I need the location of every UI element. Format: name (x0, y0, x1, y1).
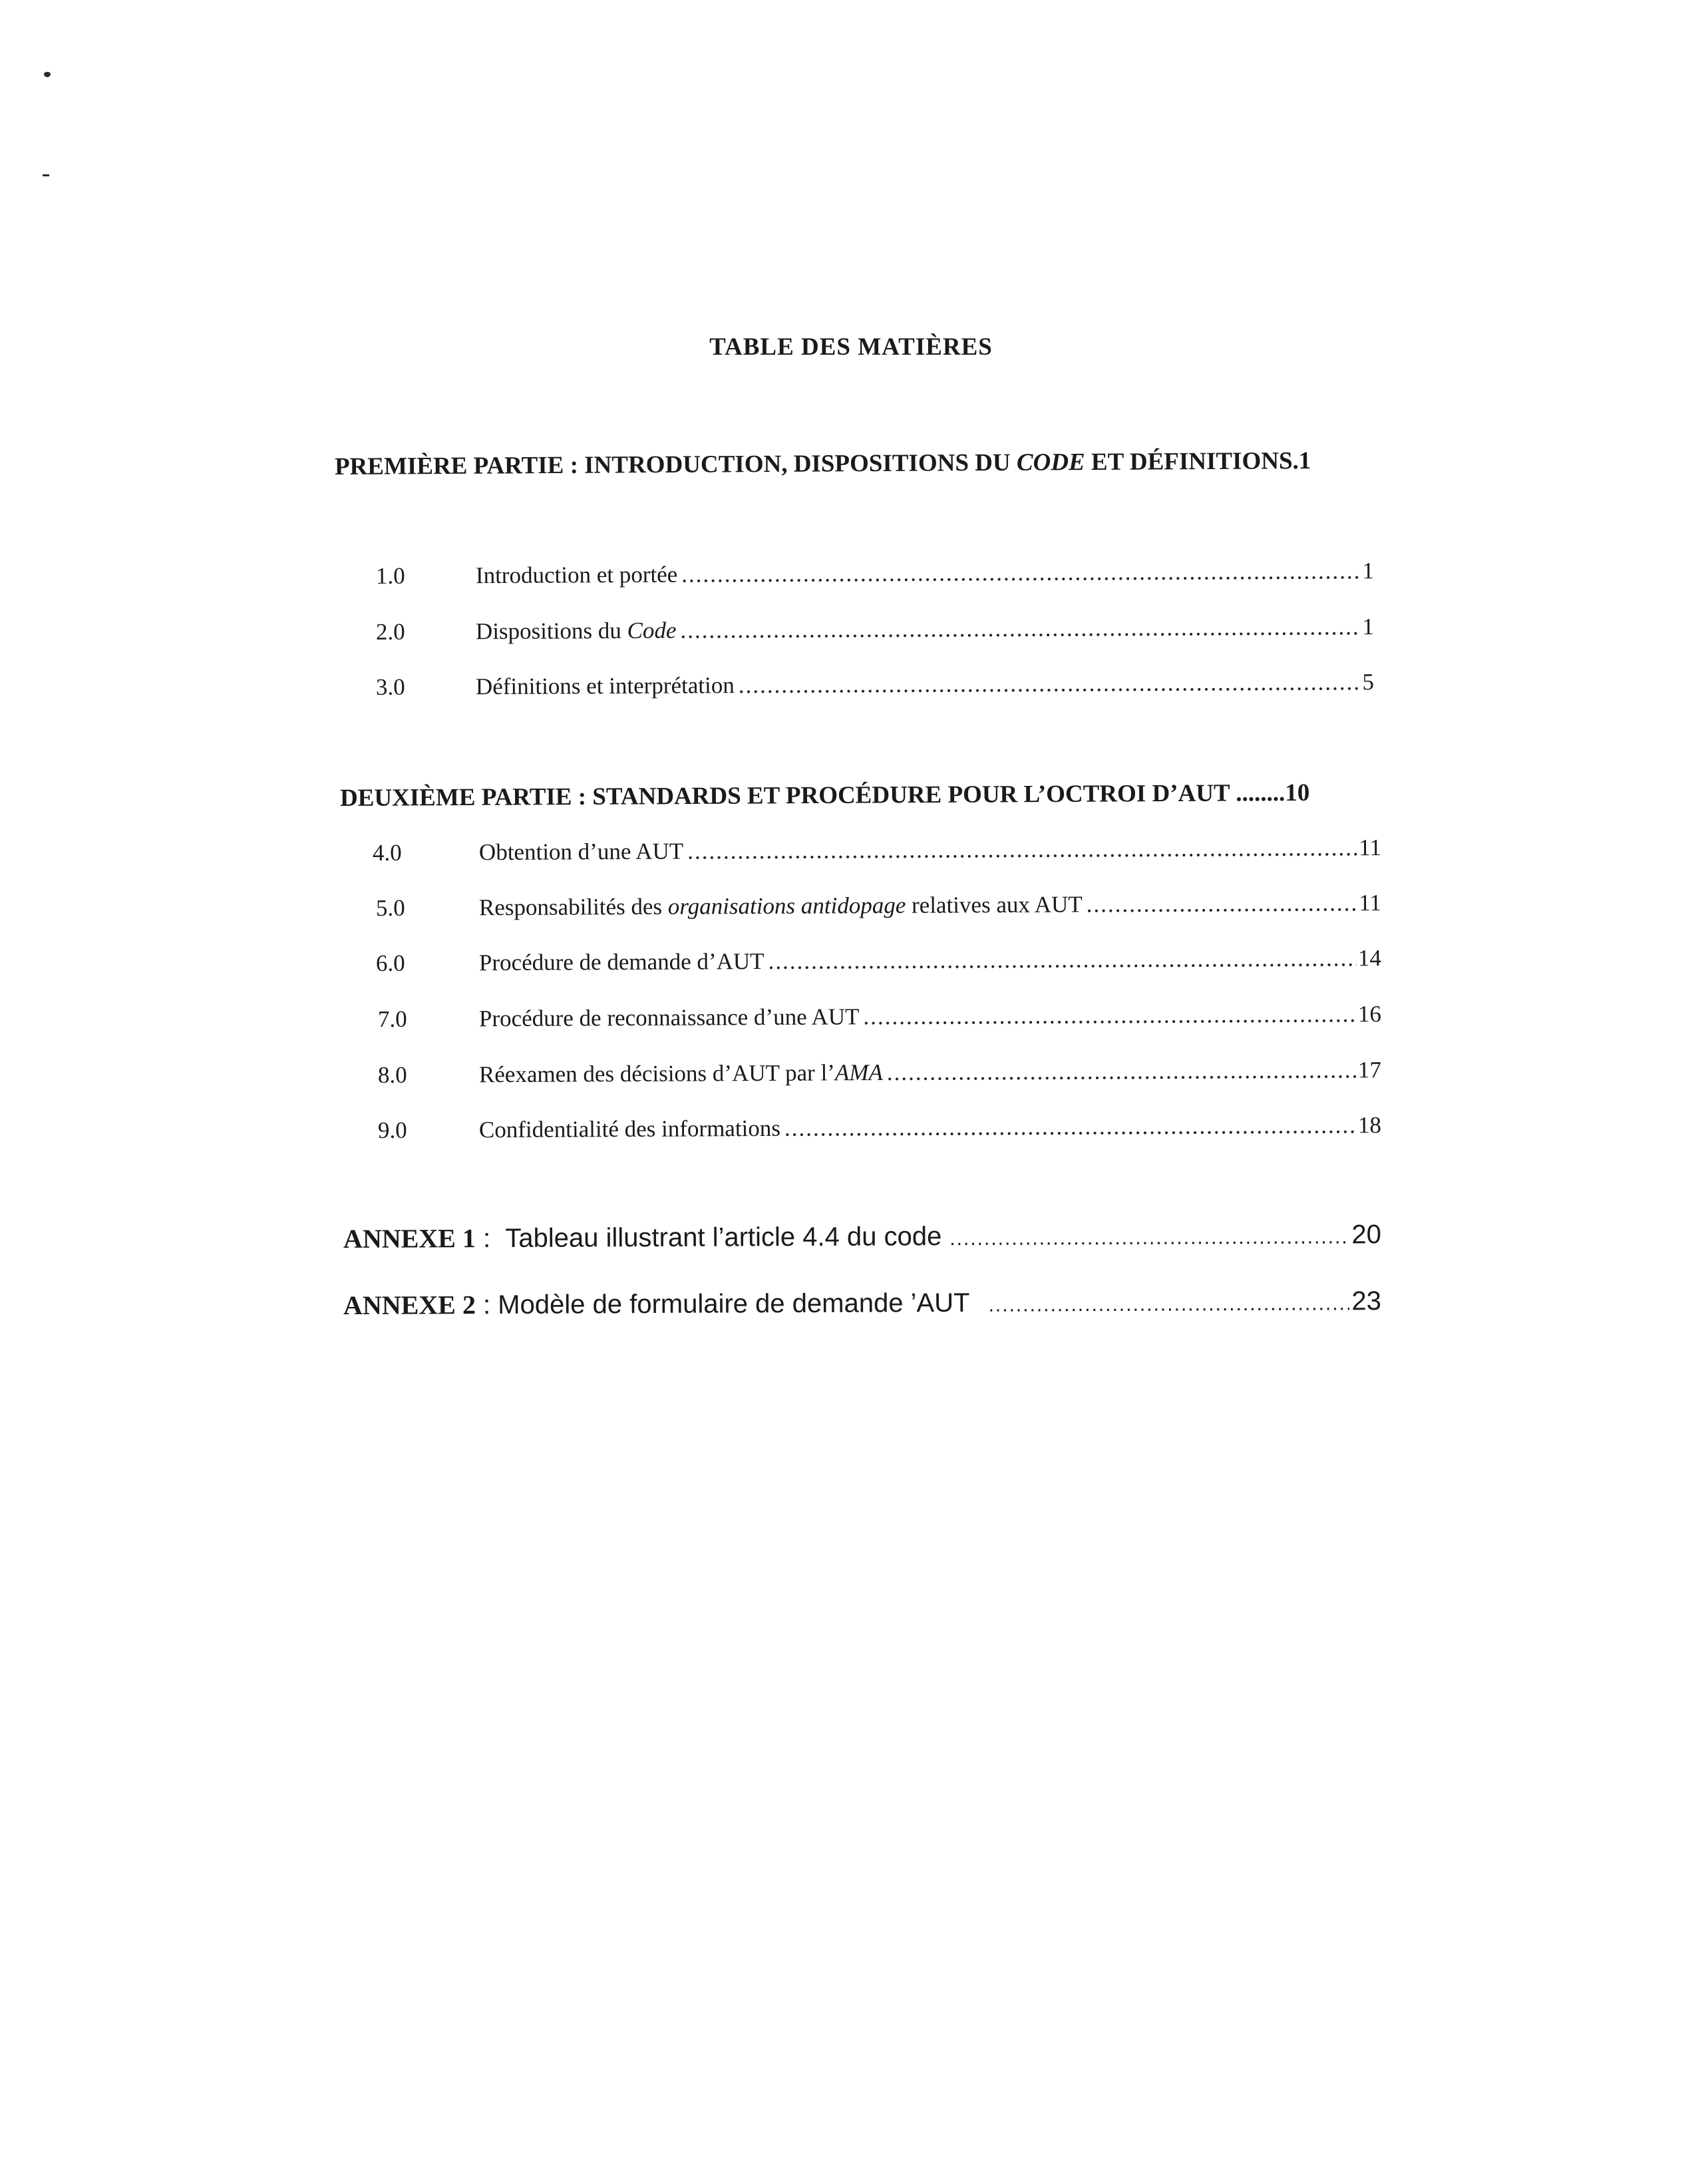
toc-entry-9-0[interactable] (378, 1112, 1381, 1144)
toc-entry-5-0[interactable] (376, 890, 1381, 922)
toc-entry-7-0[interactable] (378, 1001, 1381, 1033)
part-heading-1-text: PREMIÈRE PARTIE : INTRODUCTION, DISPOSITIONS DU (334, 449, 1017, 480)
page-title: TABLE DES MATIÈRES (709, 333, 993, 361)
annex-page: 23 (1351, 1286, 1382, 1316)
dot-leader (863, 1001, 1357, 1030)
entry-number: 5.0 (375, 894, 405, 921)
entry-page: 16 (1357, 1001, 1382, 1027)
dot-leader (887, 1057, 1357, 1086)
entry-label-italic: AMA (834, 1059, 883, 1086)
entry-number: 3.0 (375, 673, 405, 700)
entry-page: 5 (1362, 669, 1375, 695)
entry-label-italic: organisations antidopage (667, 892, 906, 920)
entry-label-text: Réexamen des décisions d’AUT par l’ (478, 1059, 835, 1088)
dot-leader (768, 945, 1357, 975)
part-heading-1-tail: ET DÉFINITIONS.1 (1085, 447, 1311, 476)
dot-leader (988, 1292, 1349, 1316)
entry-number: 6.0 (375, 950, 405, 976)
annex-separator: : (475, 1223, 506, 1254)
annex-entry-1[interactable] (343, 1218, 1381, 1254)
entry-label: Procédure de reconnaissance d’une AUT (478, 1003, 860, 1032)
entry-label-italic: Code (627, 617, 677, 644)
entry-number: 1.0 (375, 562, 405, 589)
toc-entry-4-0[interactable] (373, 834, 1381, 866)
dot-leader (1087, 890, 1358, 918)
annex-key: ANNEXE 1 (343, 1223, 476, 1254)
entry-number: 2.0 (375, 618, 405, 645)
toc-entry-8-0[interactable] (378, 1057, 1381, 1089)
toc-entry-6-0[interactable] (376, 945, 1381, 977)
annex-page: 20 (1351, 1220, 1382, 1250)
entry-label: Confidentialité des informations (478, 1115, 781, 1143)
annex-key: ANNEXE 2 (343, 1290, 476, 1320)
annex-entry-2[interactable] (343, 1285, 1381, 1321)
entry-label: Définitions et interprétation (475, 672, 735, 700)
entry-page: 1 (1362, 614, 1375, 640)
entry-label-text: Dispositions du (475, 618, 627, 645)
entry-page: 14 (1357, 945, 1382, 972)
entry-label-text: Responsabilités des (478, 893, 668, 921)
entry-page: 17 (1357, 1057, 1382, 1083)
entry-number: 9.0 (377, 1117, 407, 1143)
entry-label-tail: relatives aux AUT (906, 891, 1083, 918)
entry-page: 1 (1362, 558, 1375, 584)
annex-label: Modèle de formulaire de demande ’AUT (498, 1288, 970, 1320)
entry-page: 11 (1359, 834, 1382, 861)
entry-label: Procédure de demande d’AUT (478, 948, 765, 976)
entry-page: 18 (1357, 1112, 1382, 1139)
entry-number: 7.0 (377, 1005, 407, 1032)
dot-leader (784, 1112, 1357, 1142)
entry-label: Introduction et portée (475, 561, 678, 589)
entry-label (479, 1059, 883, 1088)
annex-label: Tableau illustrant l’article 4.4 du code (505, 1222, 942, 1253)
entry-number: 4.0 (372, 839, 402, 866)
annex-separator: : (475, 1290, 498, 1320)
entry-number: 8.0 (377, 1061, 407, 1088)
entry-label: Obtention d’une AUT (478, 838, 684, 866)
dot-leader (949, 1226, 1349, 1250)
part-heading-1-italic: CODE (1016, 449, 1085, 476)
dot-leader (687, 834, 1357, 864)
entry-page: 11 (1359, 890, 1382, 916)
entry-label (479, 891, 1083, 921)
part-heading-2: DEUXIÈME PARTIE : STANDARDS ET PROCÉDURE POUR L’OCTROI D’AUT ........10 (339, 779, 1310, 812)
